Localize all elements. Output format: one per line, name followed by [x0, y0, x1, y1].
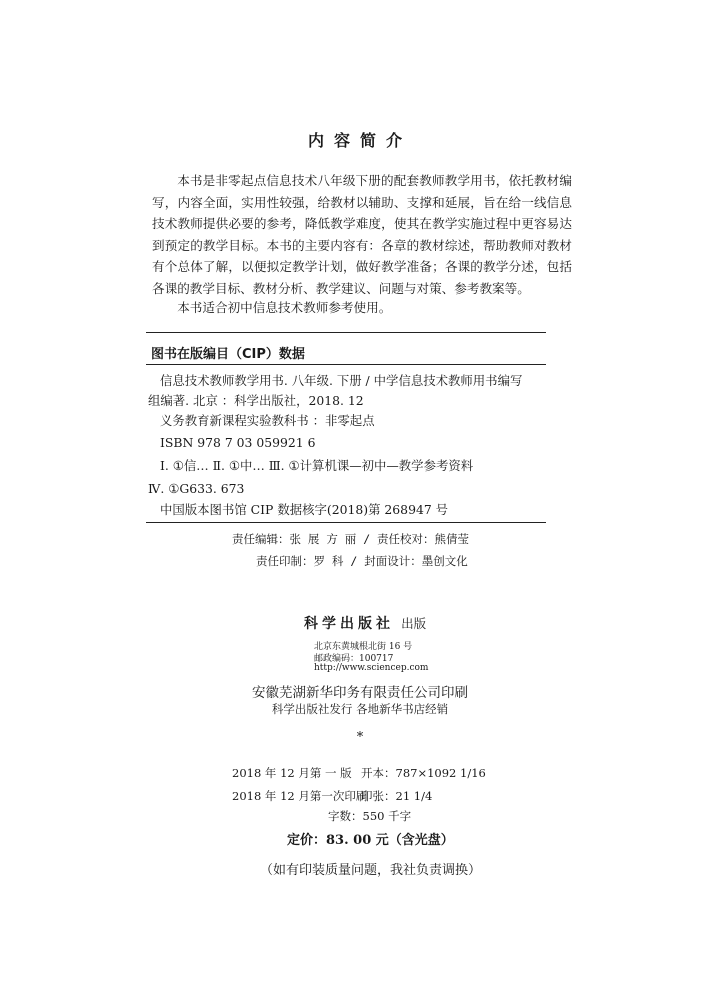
cip-line: Ⅳ. ①G633. 673: [148, 481, 245, 496]
cip-bottom-rule: [146, 522, 546, 523]
summary-paragraph-1: 本书是非零起点信息技术八年级下册的配套教师教学用书，依托教材编写，内容全面，实用性较强，给教材以辅助、支撑和延展，旨在给一线信息技术教师提供必要的参考，降低教学难度，使其在教学实施过程中更容易达到预定的教学目标。本书的主要内容有：各章的教材综述，帮助教师对教材有个总体了解，以便拟定教学计划，做好教学准备；各课的教学分述，包括各课的教学目标、教材分析、教学建议、问题与对策、参考教案等。: [152, 173, 572, 296]
cip-heading-rule: [146, 364, 546, 365]
publisher-address: 北京东黄城根北街 16 号: [314, 642, 413, 652]
publisher-suffix: 出版: [401, 616, 427, 631]
cip-line: 组编著. 北京 ：科学出版社，2018. 12: [148, 393, 364, 408]
quality-notice: （如有印装质量问题，我社负责调换）: [260, 863, 482, 878]
cip-top-rule: [146, 332, 546, 333]
format-info: 开本：787×1092 1/16: [361, 766, 486, 780]
cip-line: 中国版本图书馆 CIP 数据核字(2018)第 268947 号: [160, 502, 449, 517]
cip-line: 信息技术教师教学用书. 八年级. 下册 / 中学信息技术教师用书编写: [160, 373, 523, 388]
credits-production: 责任印制：罗 科 / 封面设计：墨创文化: [256, 554, 468, 568]
publisher-url: http://www.sciencep.com: [314, 663, 429, 673]
cip-line: Ⅰ. ①信… Ⅱ. ①中… Ⅲ. ①计算机课—初中—教学参考资料: [160, 458, 474, 473]
publisher-logo: 科学出版社: [304, 616, 394, 632]
cip-line: ISBN 978 7 03 059921 6: [160, 435, 316, 450]
cip-line: 义务教育新课程实验教科书 ：非零起点: [160, 413, 375, 428]
distribution: 科学出版社发行 各地新华书店经销: [271, 702, 449, 716]
publisher-logo-line: [304, 613, 426, 633]
printing-info: 2018 年 12 月第一次印刷: [232, 789, 368, 803]
price: 定价：83. 00 元（含光盘）: [287, 833, 454, 848]
edition-info: 2018 年 12 月第 一 版: [232, 766, 352, 780]
credits-editors: 责任编辑：张 展 方 丽 / 责任校对：熊倩莹: [232, 532, 470, 546]
sheets-info: 印张：21 1/4: [361, 789, 433, 803]
separator-star: *: [356, 730, 364, 745]
publisher-postcode: 邮政编码：100717: [314, 654, 394, 664]
summary-paragraph-2: 本书适合初中信息技术教师参考使用。: [177, 300, 392, 315]
cip-heading: 图书在版编目（CIP）数据: [151, 347, 305, 362]
printer: 安徽芜湖新华印务有限责任公司印刷: [252, 685, 468, 701]
word-count: 字数：550 千字: [328, 809, 412, 823]
summary-title: 内容简介: [307, 131, 412, 150]
